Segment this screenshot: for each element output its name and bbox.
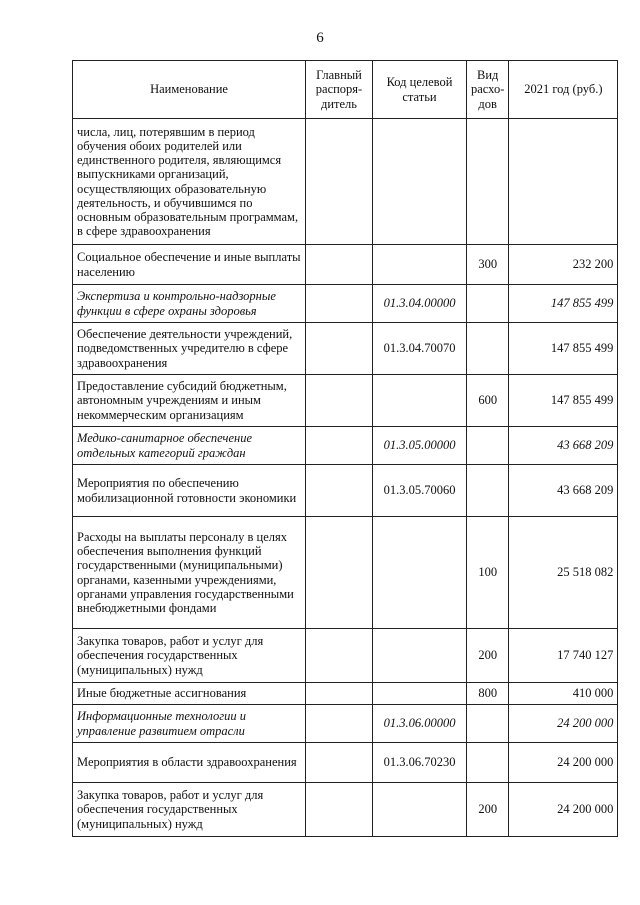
row-code — [373, 245, 467, 285]
row-admin — [306, 705, 373, 743]
row-code — [373, 629, 467, 683]
table-row — [73, 465, 618, 517]
table-header-row — [73, 61, 618, 119]
row-admin — [306, 517, 373, 629]
row-amount: 17 740 127 — [509, 629, 618, 683]
row-type — [467, 119, 509, 245]
row-code: 01.3.06.00000 — [373, 705, 467, 743]
row-type — [467, 323, 509, 375]
row-type — [467, 465, 509, 517]
table-row — [73, 427, 618, 465]
row-type — [467, 285, 509, 323]
row-code — [373, 517, 467, 629]
row-name: Социальное обеспечение и иные выплаты населению — [73, 245, 306, 285]
header-code: Код целевой статьи — [373, 61, 467, 119]
row-admin — [306, 119, 373, 245]
row-name: Обеспечение деятельности учреждений, подведомственных учредителю в сфере здравоохранения — [73, 323, 306, 375]
row-code: 01.3.05.70060 — [373, 465, 467, 517]
row-code: 01.3.06.70230 — [373, 743, 467, 783]
table-row — [73, 119, 618, 245]
row-admin — [306, 427, 373, 465]
table-row — [73, 743, 618, 783]
row-type: 100 — [467, 517, 509, 629]
row-admin — [306, 629, 373, 683]
row-amount: 410 000 — [509, 683, 618, 705]
row-code — [373, 375, 467, 427]
header-name: Наименование — [73, 61, 306, 119]
table-row — [73, 705, 618, 743]
row-type: 200 — [467, 629, 509, 683]
row-amount: 147 855 499 — [509, 375, 618, 427]
row-amount: 43 668 209 — [509, 427, 618, 465]
row-name: Закупка товаров, работ и услуг для обеспечения государственных (муниципальных) нужд — [73, 783, 306, 837]
table-row — [73, 375, 618, 427]
row-code: 01.3.05.00000 — [373, 427, 467, 465]
row-admin — [306, 245, 373, 285]
table-row — [73, 629, 618, 683]
table-row — [73, 285, 618, 323]
row-admin — [306, 285, 373, 323]
row-amount: 232 200 — [509, 245, 618, 285]
row-name: Предоставление субсидий бюджетным, автономным учреждениям и иным некоммерческим организациям — [73, 375, 306, 427]
row-type — [467, 705, 509, 743]
row-type: 300 — [467, 245, 509, 285]
row-code: 01.3.04.70070 — [373, 323, 467, 375]
row-type: 200 — [467, 783, 509, 837]
table-row — [73, 517, 618, 629]
row-amount: 147 855 499 — [509, 285, 618, 323]
header-type: Вид расхо-дов — [467, 61, 509, 119]
row-amount: 24 200 000 — [509, 705, 618, 743]
row-code — [373, 683, 467, 705]
table-row — [73, 683, 618, 705]
row-admin — [306, 683, 373, 705]
table-row — [73, 783, 618, 837]
row-name: Мероприятия в области здравоохранения — [73, 743, 306, 783]
row-admin — [306, 465, 373, 517]
row-type — [467, 427, 509, 465]
row-code: 01.3.04.00000 — [373, 285, 467, 323]
row-name: Закупка товаров, работ и услуг для обеспечения государственных (муниципальных) нужд — [73, 629, 306, 683]
row-admin — [306, 743, 373, 783]
row-name: Информационные технологии и управление развитием отрасли — [73, 705, 306, 743]
row-admin — [306, 323, 373, 375]
row-code — [373, 119, 467, 245]
page-number: 6 — [316, 30, 324, 46]
row-type: 600 — [467, 375, 509, 427]
row-amount — [509, 119, 618, 245]
table-row — [73, 323, 618, 375]
row-type: 800 — [467, 683, 509, 705]
row-name: Экспертиза и контрольно-надзорные функции в сфере охраны здоровья — [73, 285, 306, 323]
header-admin: Главный распоря-дитель — [306, 61, 373, 119]
header-amount: 2021 год (руб.) — [509, 61, 618, 119]
row-amount: 25 518 082 — [509, 517, 618, 629]
row-amount: 24 200 000 — [509, 783, 618, 837]
budget-table — [72, 60, 618, 837]
row-name: Медико-санитарное обеспечение отдельных категорий граждан — [73, 427, 306, 465]
row-type — [467, 743, 509, 783]
row-name: Иные бюджетные ассигнования — [73, 683, 306, 705]
row-name: числа, лиц, потерявшим в период обучения обоих родителей или единственного родителя, являющимся выпускниками организаций, осуществляющих образовательную деятельность, и обучившимся по основным образовательным программам, в сфере здравоохранения — [73, 119, 306, 245]
row-admin — [306, 375, 373, 427]
row-amount: 147 855 499 — [509, 323, 618, 375]
table-row — [73, 245, 618, 285]
row-amount: 24 200 000 — [509, 743, 618, 783]
row-name: Мероприятия по обеспечению мобилизационной готовности экономики — [73, 465, 306, 517]
row-code — [373, 783, 467, 837]
row-admin — [306, 783, 373, 837]
row-name: Расходы на выплаты персоналу в целях обеспечения выполнения функций государственными (муниципальными) органами, казенными учреждениями, органами управления государственными внебюджетными фондами — [73, 517, 306, 629]
row-amount: 43 668 209 — [509, 465, 618, 517]
